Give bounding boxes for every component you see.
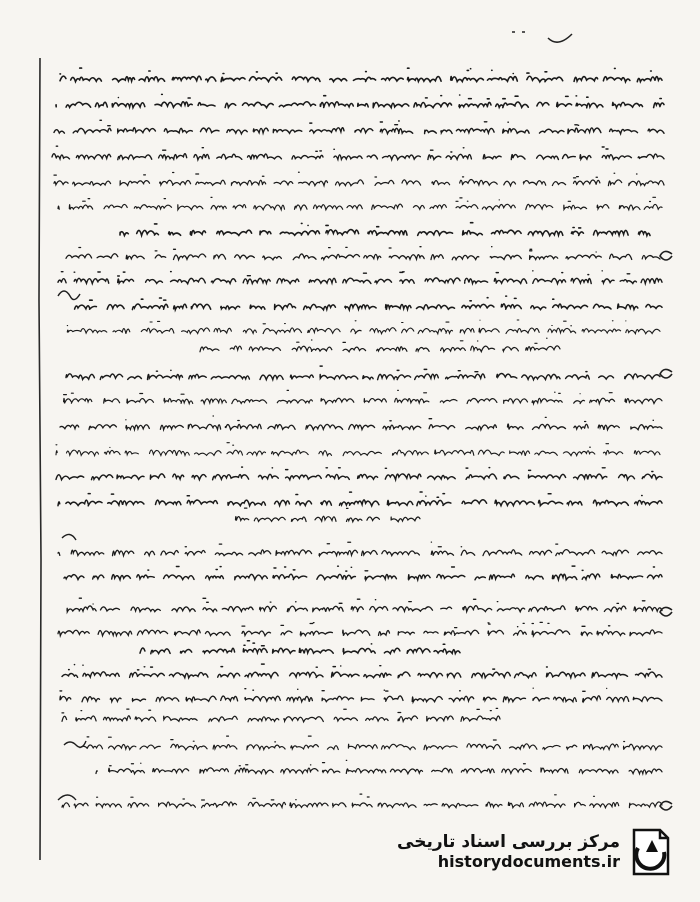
handwritten-line — [62, 664, 662, 678]
handwritten-line — [67, 598, 662, 612]
handwritten-line — [58, 492, 662, 506]
handwritten-line — [58, 197, 662, 210]
handwritten-line — [64, 566, 662, 580]
handwritten-line — [200, 338, 560, 352]
top-mark — [512, 32, 572, 42]
watermark-org-name: مرکز بررسی اسناد تاریخی — [397, 832, 620, 853]
archive-logo-icon — [628, 822, 674, 882]
handwritten-line — [58, 271, 662, 284]
handwritten-line — [62, 708, 500, 721]
handwritten-line — [60, 688, 662, 702]
handwritten-line — [66, 247, 660, 260]
handwritten-line — [60, 68, 662, 82]
handwritten-line — [56, 467, 662, 480]
archive-watermark — [397, 816, 674, 888]
left-margin-line — [39, 58, 41, 860]
handwritten-line — [80, 736, 662, 750]
handwritten-line — [236, 508, 421, 522]
handwritten-text-block — [52, 68, 664, 808]
handwritten-line — [120, 223, 650, 236]
handwritten-line — [62, 794, 662, 808]
handwritten-line — [140, 641, 460, 654]
handwritten-line — [54, 172, 664, 186]
margin-annotations — [58, 291, 86, 800]
handwritten-line — [67, 320, 660, 334]
handwritten-line — [58, 622, 662, 635]
handwritten-line — [56, 443, 660, 456]
handwritten-line — [66, 366, 660, 380]
handwritten-line — [54, 120, 664, 134]
handwritten-line — [56, 94, 664, 107]
watermark-url: historydocuments.ir — [437, 851, 620, 871]
handwritten-line — [64, 390, 662, 403]
handwritten-line — [96, 760, 662, 773]
handwritten-line — [58, 542, 662, 556]
paragraph-markers — [660, 251, 672, 810]
handwritten-line — [75, 296, 662, 310]
watermark-text — [397, 833, 620, 871]
handwritten-line — [52, 146, 664, 160]
handwritten-line — [60, 416, 662, 430]
